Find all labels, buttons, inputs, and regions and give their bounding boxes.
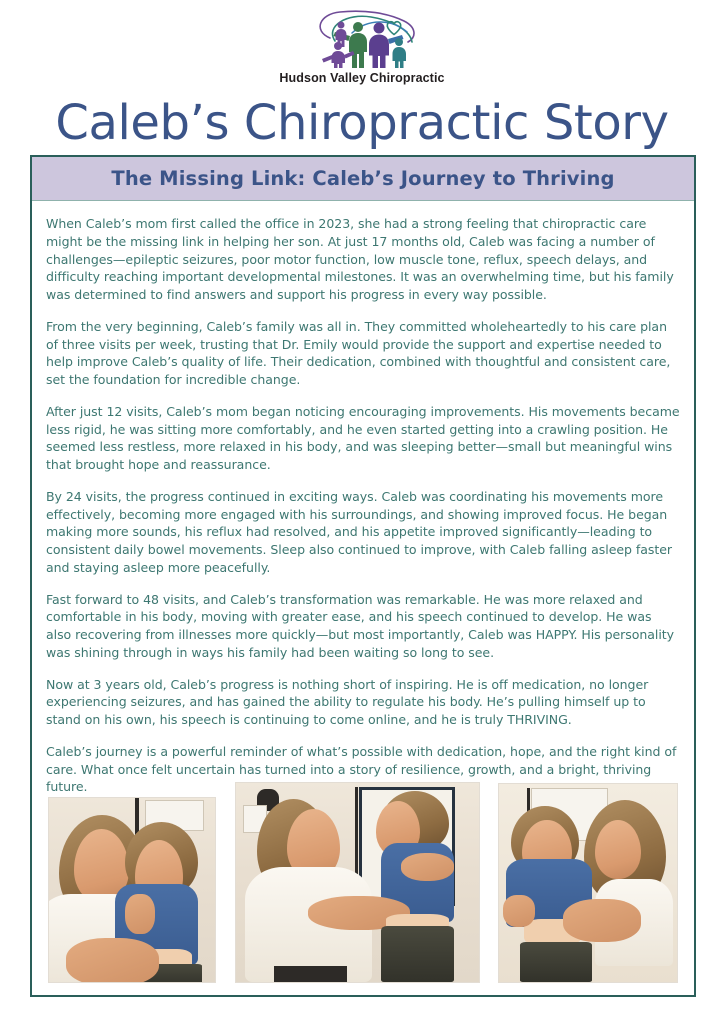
story-panel [30,155,696,997]
paragraph: By 24 visits, the progress continued in exciting ways. Caleb was coordinating his movements more effectively, becoming more engaged with his surroundings, and showing improved focus. He began making more sounds, his reflux had resolved, and his appetite improved significantly—leading to consistent daily bowel movements. Sleep also continued to improve, with Caleb falling asleep faster and staying asleep more peacefully. [46,488,673,575]
banner-title: The Missing Link: Caleb’s Journey to Thriving [111,167,615,190]
story-body [32,201,694,796]
photo-mom-facing-caleb-standing [235,782,480,983]
photo-gallery [48,780,678,983]
banner [32,157,694,201]
brand-header [0,0,724,85]
paragraph: Fast forward to 48 visits, and Caleb’s transformation was remarkable. He was more relaxed and comfortable in his body, moving with greater ease, and his speech continued to develop. He was also recovering from illnesses more quickly—but most importantly, Caleb was HAPPY. His personality was shining through in ways his family had been waiting so long to see. [46,591,675,660]
paragraph: From the very beginning, Caleb’s family was all in. They committed wholeheartedly to his care plan of three visits per week, trusting that Dr. Emily would provide the support and expertise needed to help improve Caleb’s quality of life. Their dedication, combined with thoughtful and consistent care, set the foundation for incredible change. [46,318,671,387]
family-heart-logo-icon [304,6,420,68]
paragraph: When Caleb’s mom first called the office in 2023, she had a strong feeling that chiropractic care might be the missing link in helping her son. At just 17 months old, Caleb was facing a number of challenges—epileptic seizures, poor motor function, low muscle tone, reflux, speech delays, and difficulty reaching important developmental milestones. It was an overwhelming time, but his family was determined to find answers and support his progress in every way possible. [46,216,674,302]
page-title: Caleb’s Chiropractic Story [55,95,669,151]
photo-mom-holding-smiling-caleb [498,783,678,983]
photo-mom-holding-caleb-cheek-to-cheek [48,797,216,983]
paragraph: Caleb’s journey is a powerful reminder of what’s possible with dedication, hope, and the right kind of care. What once felt uncertain has turned into a story of resilience, growth, and a bright, thriving future. [46,743,677,795]
brand-wordmark: Hudson Valley Chiropractic [279,71,445,85]
paragraph: After just 12 visits, Caleb’s mom began noticing encouraging improvements. His movements became less rigid, he was sitting more comfortably, and he even started getting into a crawling position. He seemed less restless, more relaxed in his body, and was sleeping better—small but meaningful wins that brought hope and reassurance. [46,403,680,472]
paragraph: Now at 3 years old, Caleb’s progress is nothing short of inspiring. He is off medication, no longer experiencing seizures, and has gained the ability to regulate his body. He’s pulling himself up to stand on his own, his speech is continuing to come online, and he is truly THRIVING. [46,676,649,727]
